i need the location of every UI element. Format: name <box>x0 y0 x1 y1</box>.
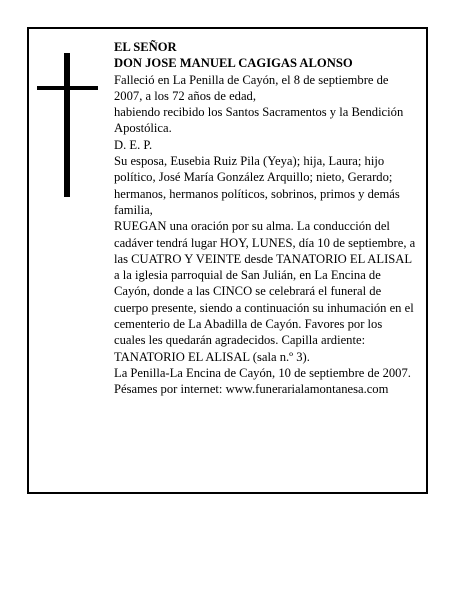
cross-icon-crossbar <box>37 86 98 90</box>
death-paragraph: Falleció en La Penilla de Cayón, el 8 de septiembre de 2007, a los 72 años de edad, <box>114 72 389 103</box>
sacraments-paragraph: habiendo recibido los Santos Sacramentos y la Bendición Apostólica. <box>114 105 404 136</box>
service-paragraph: RUEGAN una oración por su alma. La conducción del cadáver tendrá lugar HOY, LUNES, día 10 de septiembre, a las CUATRO Y VEINTE desde TANATORIO EL ALISAL a la iglesia parroquial de San Julián, en La Encina de Cayón, donde a las CINCO se celebrará el funeral de cuerpo presente, siendo a continuación su inhumación en el cementerio de La Abadilla de Cayón. Favores por los cuales les quedarán agradecidos. Capilla ardiente: TANATORIO EL ALISAL (sala n.º 3). <box>114 219 416 364</box>
family-paragraph: Su esposa, Eusebia Ruiz Pila (Yeya); hija, Laura; hijo político, José María González Arquillo; nieto, Gerardo; hermanos, hermanos políticos, sobrinos, primos y demás familia, <box>114 154 400 217</box>
obituary-text <box>114 39 416 398</box>
deceased-name: DON JOSE MANUEL CAGIGAS ALONSO <box>114 56 353 71</box>
cross-icon <box>64 53 70 197</box>
rip-paragraph: D. E. P. <box>114 137 153 152</box>
condolences-paragraph: Pésames por internet: www.funerarialamontanesa.com <box>114 382 389 397</box>
place-date-paragraph: La Penilla-La Encina de Cayón, 10 de septiembre de 2007. <box>114 365 411 380</box>
heading: EL SEÑOR <box>114 40 177 54</box>
